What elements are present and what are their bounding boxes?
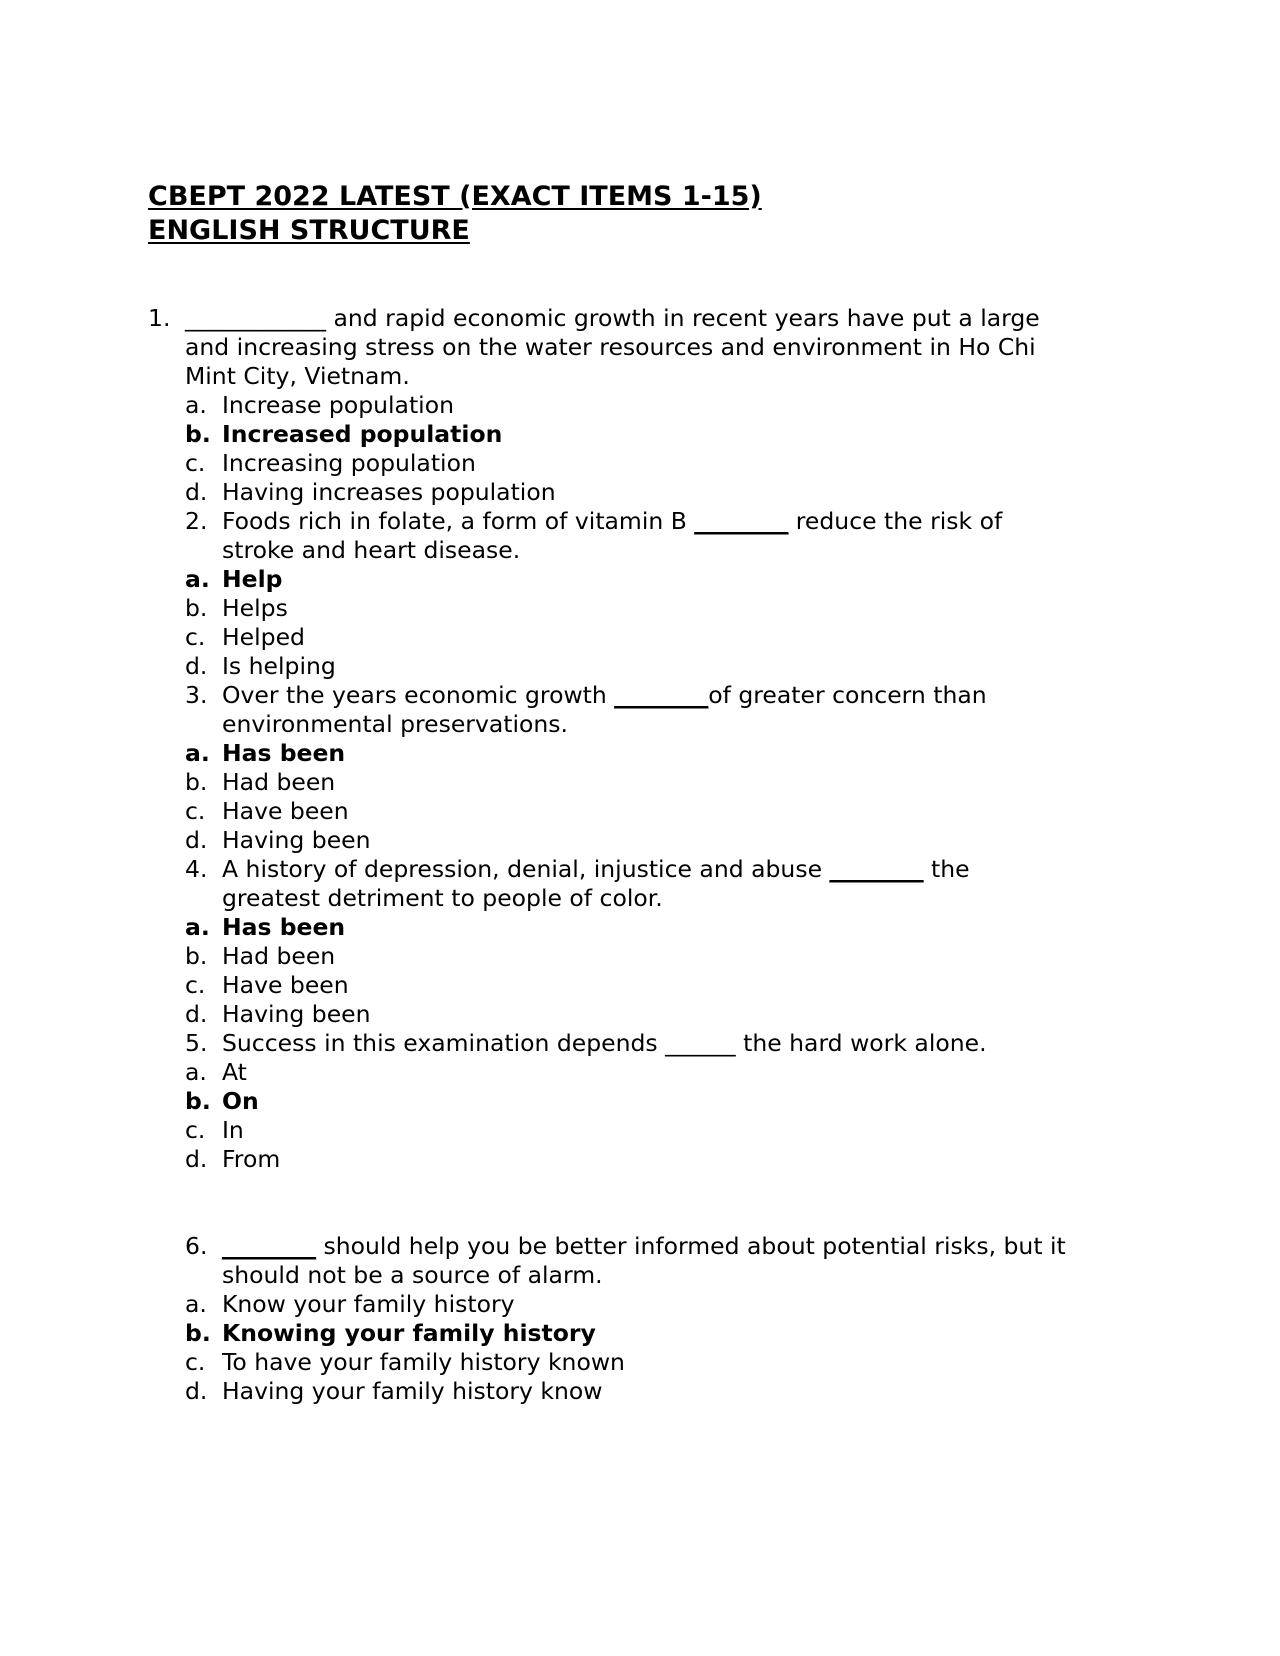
question-text	[222, 681, 987, 710]
option-letter: c.	[185, 449, 206, 477]
option-text: Has been	[222, 739, 346, 767]
option-text: Helps	[222, 594, 288, 622]
option-letter: b.	[185, 768, 208, 796]
option-text: To have your family history known	[222, 1348, 625, 1376]
option-letter: b.	[185, 942, 208, 970]
question-number: 4.	[185, 855, 208, 883]
option-text: Increasing population	[222, 449, 476, 477]
title-line-1: CBEPT 2022 LATEST (EXACT ITEMS 1-15)	[148, 181, 762, 212]
question-text-part: reduce the risk of	[788, 507, 1003, 535]
question-3-stem-line-2: environmental preservations.	[222, 710, 568, 738]
page-title	[148, 180, 762, 248]
question-text	[222, 855, 970, 884]
question-text	[222, 1232, 1066, 1261]
option-letter: c.	[185, 623, 206, 651]
option-letter: a.	[185, 739, 210, 767]
question-number: 2.	[185, 507, 208, 535]
option-text: Having increases population	[222, 478, 556, 506]
option-letter: d.	[185, 826, 208, 854]
option-letter: b.	[185, 1087, 211, 1115]
question-number: 6.	[185, 1232, 208, 1260]
question-text	[222, 507, 1002, 536]
option-text: Having your family history know	[222, 1377, 603, 1405]
option-text: Have been	[222, 797, 349, 825]
option-text: At	[222, 1058, 247, 1086]
question-number: 3.	[185, 681, 208, 709]
option-text: Knowing your family history	[222, 1319, 596, 1347]
option-letter: b.	[185, 1319, 211, 1347]
option-letter: a.	[185, 565, 210, 593]
option-letter: c.	[185, 1116, 206, 1144]
question-text-part: and rapid economic growth in recent years have put a large	[326, 304, 1040, 332]
option-letter: c.	[185, 971, 206, 999]
answer-blank: ____________	[185, 304, 326, 332]
answer-blank: ________	[614, 681, 709, 709]
answer-blank: ________	[829, 855, 924, 883]
option-letter: c.	[185, 1348, 206, 1376]
option-text: Have been	[222, 971, 349, 999]
option-text: Help	[222, 565, 283, 593]
answer-blank: ________	[694, 507, 789, 535]
question-number: 5.	[185, 1029, 208, 1057]
title-line-2: ENGLISH STRUCTURE	[148, 215, 470, 246]
option-text: On	[222, 1087, 259, 1115]
question-text-part: Over the years economic growth	[222, 681, 615, 709]
option-text: Increased population	[222, 420, 503, 448]
question-1-stem-line-2: and increasing stress on the water resources and environment in Ho Chi	[185, 333, 1036, 361]
option-letter: b.	[185, 594, 208, 622]
option-text: Is helping	[222, 652, 336, 680]
option-letter: d.	[185, 1000, 208, 1028]
option-letter: b.	[185, 420, 211, 448]
question-text-part: the	[923, 855, 970, 883]
option-letter: a.	[185, 913, 210, 941]
option-text: Know your family history	[222, 1290, 515, 1318]
option-letter: a.	[185, 391, 207, 419]
question-1-stem-line-3: Mint City, Vietnam.	[185, 362, 410, 390]
question-text-part: A history of depression, denial, injustice and abuse	[222, 855, 830, 883]
option-text: Helped	[222, 623, 305, 651]
option-text: In	[222, 1116, 244, 1144]
option-text: Having been	[222, 1000, 371, 1028]
question-number: 1.	[148, 304, 171, 332]
option-letter: d.	[185, 652, 208, 680]
option-text: Had been	[222, 768, 336, 796]
option-letter: d.	[185, 478, 208, 506]
option-text: From	[222, 1145, 281, 1173]
option-text: Has been	[222, 913, 346, 941]
option-letter: a.	[185, 1058, 207, 1086]
question-6-stem-line-2: should not be a source of alarm.	[222, 1261, 603, 1289]
question-text: Success in this examination depends ______ the hard work alone.	[222, 1029, 987, 1057]
question-2-stem-line-2: stroke and heart disease.	[222, 536, 521, 564]
option-text: Having been	[222, 826, 371, 854]
question-4-stem-line-2: greatest detriment to people of color.	[222, 884, 663, 912]
option-letter: d.	[185, 1145, 208, 1173]
option-text: Had been	[222, 942, 336, 970]
option-letter: d.	[185, 1377, 208, 1405]
question-text-part: should help you be better informed about potential risks, but it	[316, 1232, 1066, 1260]
question-text	[185, 304, 1040, 333]
option-text: Increase population	[222, 391, 454, 419]
question-text-part: Foods rich in folate, a form of vitamin B	[222, 507, 695, 535]
option-letter: a.	[185, 1290, 207, 1318]
question-text-part: of greater concern than	[708, 681, 987, 709]
option-letter: c.	[185, 797, 206, 825]
answer-blank: ________	[222, 1232, 316, 1260]
